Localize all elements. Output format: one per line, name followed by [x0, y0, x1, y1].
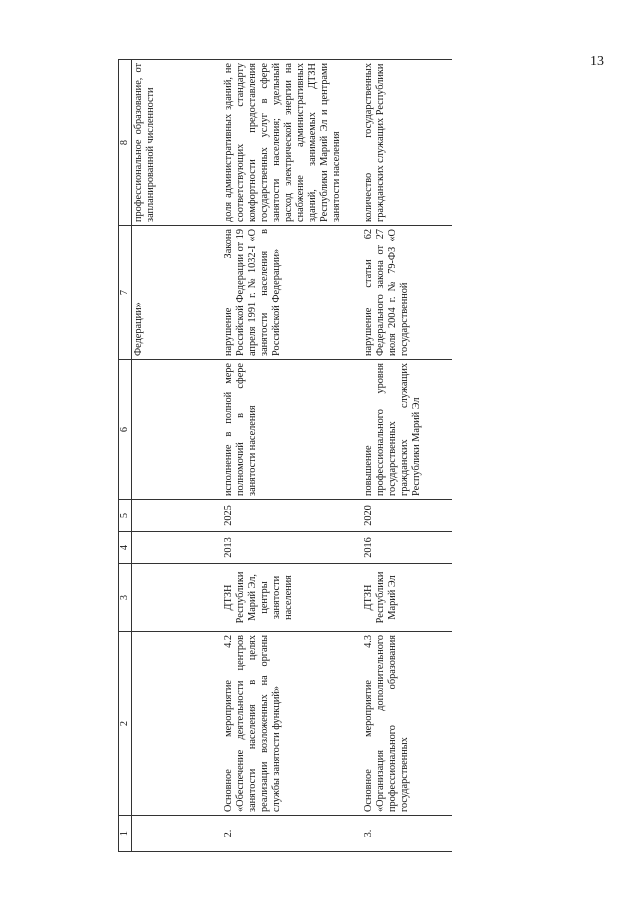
result-cell — [132, 360, 223, 500]
header-cell: 1 — [119, 816, 132, 852]
header-cell: 8 — [119, 60, 132, 226]
table-row — [362, 60, 452, 852]
header-cell: 5 — [119, 500, 132, 532]
measure-cell: Основное мероприятие 4.3 «Организация дополнительного профессионального образования государственных — [362, 632, 452, 816]
start-year-cell — [132, 532, 223, 564]
start-year-cell: 2013 — [222, 532, 362, 564]
consequence-cell: нарушение Закона Российской Федерации от 19 апреля 1991 г. № 1032-I «О занятости населения в Российской Федерации» — [222, 226, 362, 360]
table-header-row — [119, 60, 132, 852]
indicator-cell: доля административных зданий, не соответствующих стандарту комфортности предоставления государственных услуг в сфере занятости населения; удельный расход электрической энергии на снабжение административных зданий, занимаемых ДТЗН Республики Марий Эл и центрами занятости населения — [222, 60, 362, 226]
header-cell: 7 — [119, 226, 132, 360]
row-number: 3. — [362, 816, 452, 852]
end-year-cell — [132, 500, 223, 532]
header-cell: 3 — [119, 564, 132, 632]
result-cell: повышение профессионального уровня государственных гражданских служащих Республики Марий Эл — [362, 360, 452, 500]
indicator-cell: профессиональное образование, от запланированной численности — [132, 60, 223, 226]
start-year-cell: 2016 — [362, 532, 452, 564]
executor-cell: ДТЗН Республики Марий Эл, центры занятости населения — [222, 564, 362, 632]
row-number: 2. — [222, 816, 362, 852]
table-row — [132, 60, 223, 852]
header-cell: 4 — [119, 532, 132, 564]
end-year-cell: 2020 — [362, 500, 452, 532]
table-row — [222, 60, 362, 852]
consequence-cell: Федерации» — [132, 226, 223, 360]
header-cell: 2 — [119, 632, 132, 816]
consequence-cell: нарушение статьи 62 Федерального закона от 27 июля 2004 г. № 79-ФЗ «О государственной — [362, 226, 452, 360]
row-number — [132, 816, 223, 852]
executor-cell: ДТЗН Республики Марий Эл — [362, 564, 452, 632]
measure-cell: Основное мероприятие 4.2 «Обеспечение деятельности центров занятости населения в целях реализации возложенных на органы службы занятости функций» — [222, 632, 362, 816]
rotated-table-container — [118, 60, 458, 852]
header-cell: 6 — [119, 360, 132, 500]
result-cell: исполнение в полной мере полномочий в сфере занятости населения — [222, 360, 362, 500]
end-year-cell: 2025 — [222, 500, 362, 532]
executor-cell — [132, 564, 223, 632]
indicator-cell: количество государственных гражданских служащих Республики — [362, 60, 452, 226]
page-number: 13 — [590, 54, 604, 69]
measure-cell — [132, 632, 223, 816]
measures-table — [118, 59, 452, 852]
